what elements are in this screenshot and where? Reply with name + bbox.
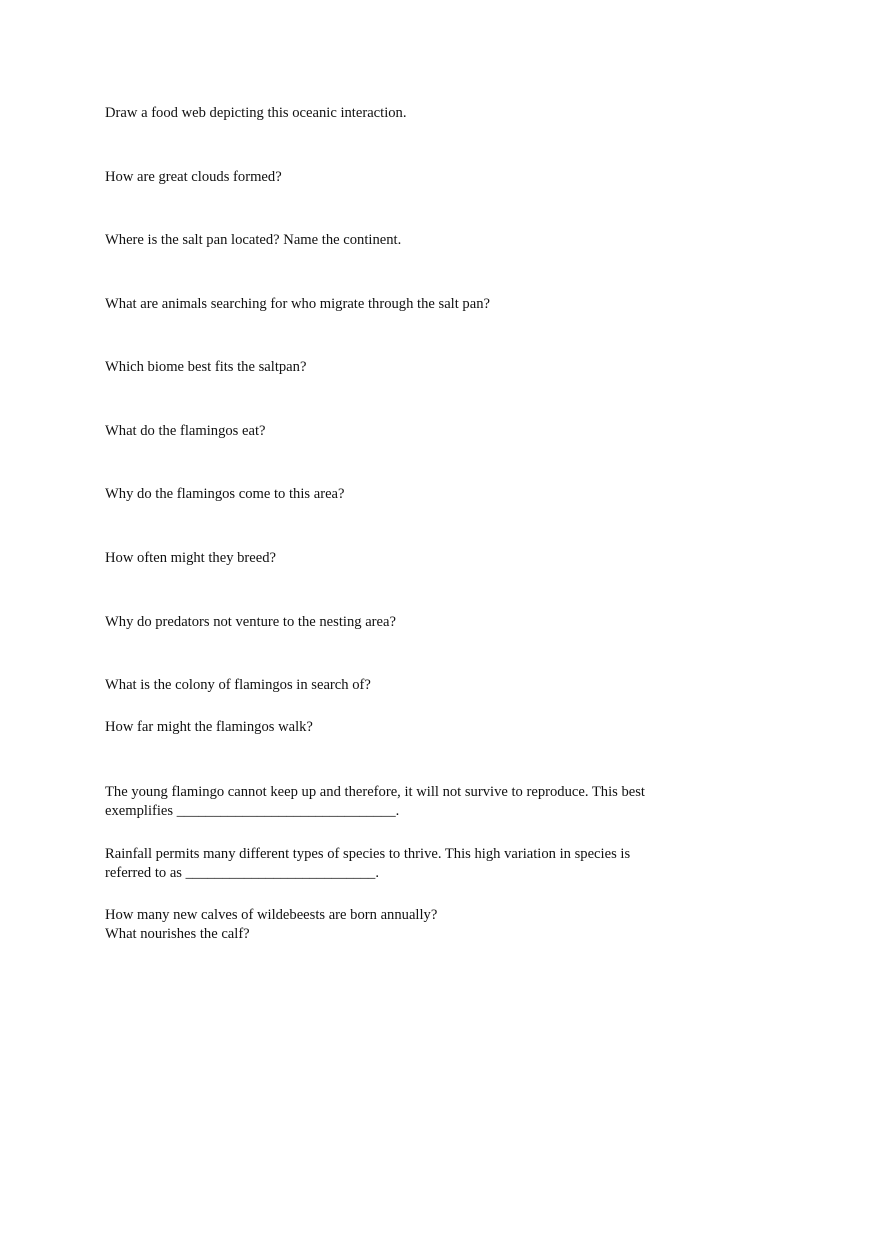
- question-2: How are great clouds formed?: [105, 169, 282, 185]
- question-4: What are animals searching for who migrate through the salt pan?: [105, 296, 490, 312]
- question-14: How many new calves of wildebeests are born annually?: [105, 907, 438, 923]
- question-3: Where is the salt pan located? Name the continent.: [105, 232, 402, 248]
- question-13-fill-in: Rainfall permits many different types of species to thrive. This high variation in species is referred to as __________________________.: [105, 846, 631, 881]
- question-15: What nourishes the calf?: [105, 926, 250, 942]
- question-6: What do the flamingos eat?: [105, 423, 266, 439]
- question-1: Draw a food web depicting this oceanic interaction.: [105, 105, 407, 121]
- question-12-fill-in: The young flamingo cannot keep up and therefore, it will not survive to reproduce. This best exemplifies ______________________________.: [105, 784, 645, 819]
- question-9: Why do predators not venture to the nesting area?: [105, 614, 396, 630]
- question-5: Which biome best fits the saltpan?: [105, 359, 307, 375]
- question-10: What is the colony of flamingos in search of?: [105, 677, 371, 693]
- question-11: How far might the flamingos walk?: [105, 719, 313, 735]
- question-8: How often might they breed?: [105, 550, 277, 566]
- question-7: Why do the flamingos come to this area?: [105, 486, 345, 502]
